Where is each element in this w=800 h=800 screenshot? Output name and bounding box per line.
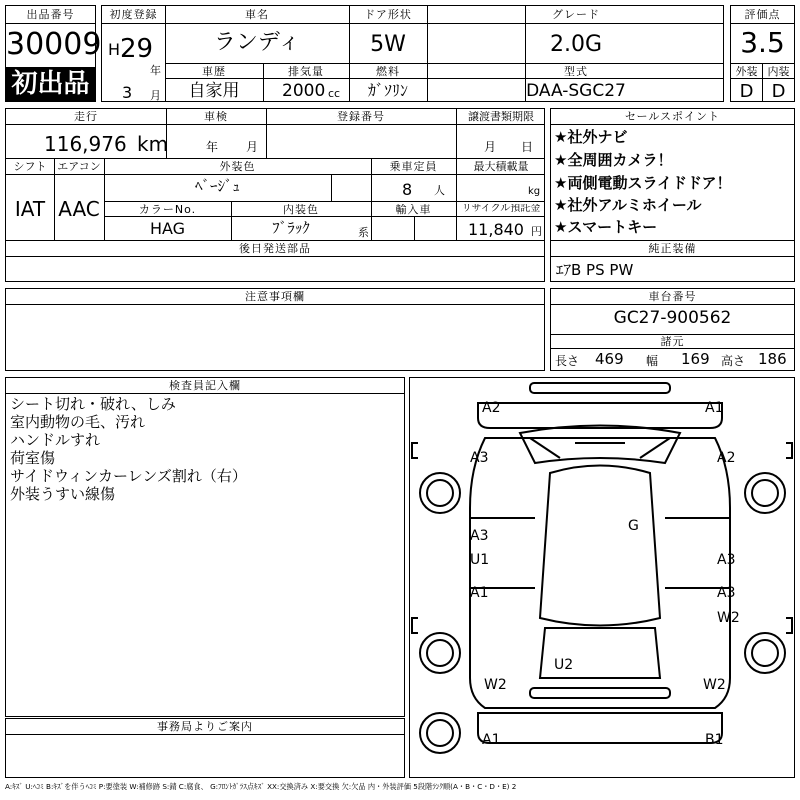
fuel: ｶﾞｿﾘﾝ	[367, 81, 408, 100]
first-reg-label: 初度登録	[109, 9, 158, 20]
notes-box	[5, 288, 545, 371]
sales-point: ★両側電動スライドドア！	[554, 174, 732, 192]
damage-mark: A1	[705, 400, 724, 416]
ext-grade: D	[739, 81, 754, 102]
disp-unit: cc	[328, 87, 341, 100]
reg-year: 29	[120, 34, 154, 64]
header-table	[101, 5, 724, 102]
history: 自家用	[188, 81, 240, 101]
damage-mark: U1	[470, 552, 490, 568]
grade: 2.0G	[549, 32, 603, 57]
equipment-box	[550, 240, 795, 282]
damage-mark: W2	[703, 677, 726, 693]
sales-point: ★全周囲カメラ！	[554, 151, 673, 169]
model-label: 型式	[564, 66, 588, 77]
lot-box	[5, 5, 102, 102]
car-name-label: 車名	[245, 9, 269, 20]
interior: ﾌﾞﾗｯｸ	[272, 219, 310, 237]
score-label: 評価点	[744, 9, 781, 20]
damage-mark: G	[628, 518, 639, 534]
office-box	[5, 718, 405, 778]
year-unit: 年	[150, 64, 161, 77]
door-label: ドア形状	[364, 9, 412, 20]
notes-label: 注意事項欄	[245, 291, 305, 302]
history-label: 車歴	[202, 66, 226, 77]
ac-label: エアコン	[57, 161, 101, 172]
length-label: 長さ	[555, 354, 580, 368]
sales-label: セールスポイント	[624, 111, 720, 122]
inspector-line: シート切れ・破れ、しみ	[10, 395, 176, 413]
inspector-line: サイドウィンカーレンズ割れ（右）	[10, 467, 247, 485]
damage-mark: A1	[470, 585, 489, 601]
recycle-label: リサイクル預託金	[461, 204, 541, 214]
length: 469	[595, 350, 624, 368]
door-type: 5W	[370, 32, 406, 57]
later-parts-box	[5, 240, 545, 282]
mileage-label: 走行	[74, 111, 98, 122]
inspector-label: 検査員記入欄	[169, 380, 241, 391]
month-unit: 月	[150, 89, 161, 102]
damage-mark: U2	[554, 657, 574, 673]
damage-mark: W2	[484, 677, 507, 693]
dims-label: 諸元	[660, 336, 685, 347]
seats-label: 乗車定員	[389, 161, 438, 172]
lot-label: 出品番号	[26, 9, 75, 20]
model: DAA-SGC27	[526, 81, 626, 101]
sales-box	[550, 108, 795, 241]
chassis-box	[550, 288, 795, 371]
shift-label: シフト	[13, 161, 47, 172]
seats-unit: 人	[434, 184, 445, 197]
sales-point: ★スマートキー	[554, 218, 658, 236]
height: 186	[758, 350, 787, 368]
first-listing-badge: 初出品	[6, 67, 95, 102]
mileage: 116,976	[44, 132, 127, 156]
ac: AAC	[58, 197, 100, 221]
inspector-line: 室内動物の毛、汚れ	[10, 413, 146, 431]
height-label: 高さ	[721, 354, 746, 368]
reg-month: 3	[122, 83, 133, 102]
chassis-label: 車台番号	[648, 291, 697, 302]
car-name: ランディ	[213, 30, 301, 55]
chassis-number: GC27-900562	[613, 308, 732, 328]
width-label: 幅	[646, 354, 659, 368]
damage-mark: A3	[470, 528, 489, 544]
displacement: 2000	[282, 81, 326, 101]
seats: 8	[402, 180, 413, 199]
damage-mark: A1	[482, 732, 501, 748]
import-label: 輸入車	[395, 204, 432, 215]
office-label: 事務局よりご案内	[157, 721, 253, 732]
inspection-label: 車検	[204, 111, 228, 122]
ext-label: 外装	[735, 66, 758, 77]
int-grade: D	[771, 81, 786, 102]
color-label: 外装色	[219, 161, 256, 172]
score: 3.5	[740, 26, 785, 59]
interior-unit: 系	[358, 226, 369, 239]
era: H	[108, 40, 121, 59]
sales-point: ★社外ナビ	[554, 128, 628, 146]
sales-point: ★社外アルミホイール	[554, 196, 702, 214]
damage-mark: W2	[717, 610, 740, 626]
legend: A:ｷｽﾞ U:ﾍｺﾐ B:ｷｽﾞを伴うﾍｺﾐ P:要塗装 W:補修跡 S:錆 C:腐食、 G:ﾌﾛﾝﾄｶﾞﾗｽ点ｷｽﾞ XX:交換済み X:要交換 欠:欠品 内・外装評価 5段階ﾗﾝｸ順(A・B・C・D・E) 2	[5, 782, 517, 791]
insp-month-unit: 月	[246, 140, 259, 154]
transfer-label: 譲渡書類期限	[468, 111, 534, 122]
load-unit: kg	[528, 186, 541, 197]
disp-label: 排気量	[288, 66, 324, 77]
color-no-label: カラーNo.	[138, 204, 197, 215]
recycle-unit: 円	[531, 225, 542, 238]
transfer-month-unit: 月	[484, 140, 497, 154]
load-label: 最大積載量	[473, 161, 529, 172]
damage-mark: A3	[717, 585, 736, 601]
reg-no-label: 登録番号	[337, 111, 385, 122]
damage-mark: A3	[470, 450, 489, 466]
width: 169	[681, 350, 710, 368]
transfer-day-unit: 日	[521, 140, 534, 154]
interior-label: 内装色	[283, 204, 319, 215]
inspector-box	[5, 377, 405, 717]
color: ﾍﾞｰｼﾞｭ	[194, 177, 240, 195]
damage-mark: A2	[482, 400, 501, 416]
equipment-label: 純正装備	[648, 243, 697, 254]
int-label: 内装	[767, 66, 790, 77]
damage-mark: A3	[717, 552, 736, 568]
score-box	[730, 5, 795, 102]
damage-mark: A2	[717, 450, 736, 466]
spec-table	[5, 108, 545, 241]
equipment: ｴｱB PS PW	[556, 261, 634, 279]
inspector-line: 荷室傷	[10, 449, 56, 467]
shift: IAT	[14, 197, 46, 221]
mileage-unit: km	[137, 132, 169, 156]
fuel-label: 燃料	[376, 66, 400, 77]
recycle: 11,840	[468, 220, 524, 239]
inspector-line: 外装うすい線傷	[10, 485, 116, 503]
inspector-line: ハンドルすれ	[10, 431, 101, 449]
insp-year-unit: 年	[206, 140, 219, 154]
grade-label: グレード	[552, 9, 600, 20]
car-diagram	[409, 377, 795, 778]
lot-number: 30009	[6, 27, 102, 62]
damage-mark: B1	[705, 732, 724, 748]
color-no: HAG	[149, 219, 186, 238]
car-outline	[410, 378, 796, 779]
later-parts-label: 後日発送部品	[239, 243, 311, 254]
